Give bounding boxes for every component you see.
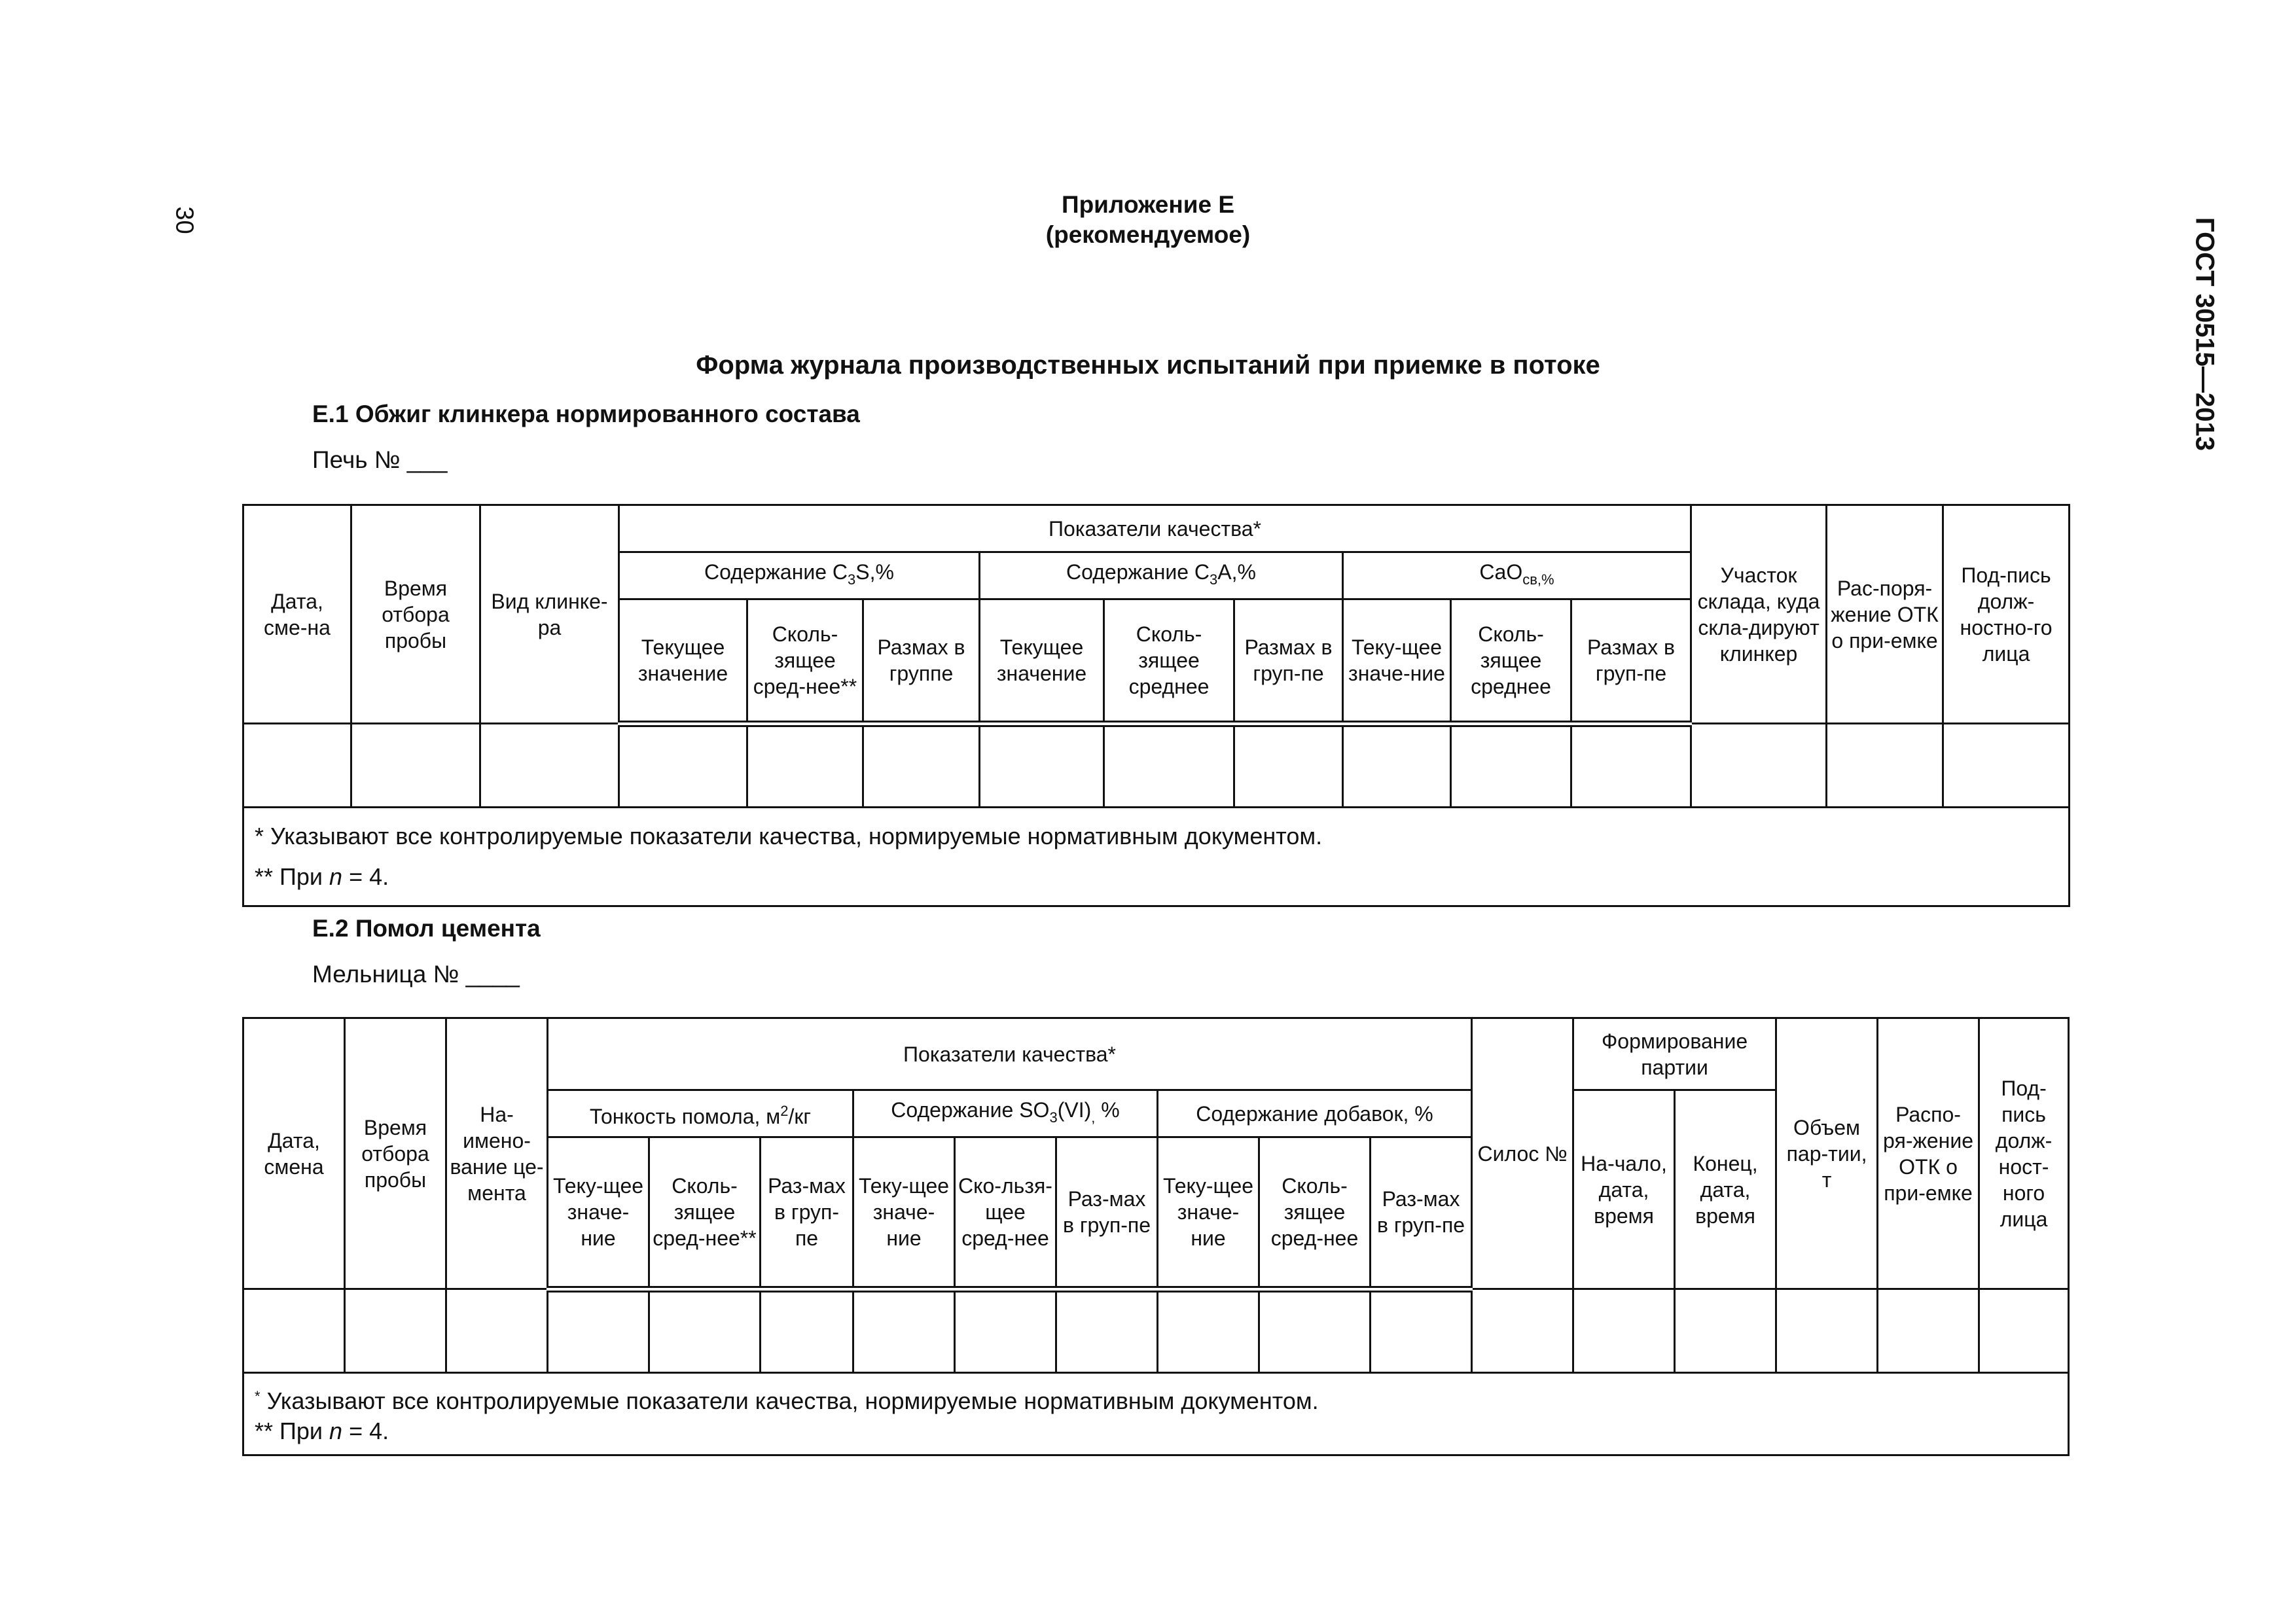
header-batch-start: На-чало, дата, время xyxy=(1573,1090,1675,1289)
empty-cell[interactable] xyxy=(1691,724,1827,808)
header-batch-end: Конец, дата, время xyxy=(1675,1090,1776,1289)
empty-cell[interactable] xyxy=(1573,1289,1675,1373)
empty-cell[interactable] xyxy=(243,1289,345,1373)
header-additives-current: Теку-щее значе-ние xyxy=(1158,1137,1259,1289)
empty-cell[interactable] xyxy=(548,1289,649,1373)
annex-title: Приложение Е xyxy=(1061,191,1235,218)
page-number: 30 xyxy=(170,206,198,234)
empty-cell[interactable] xyxy=(1979,1289,2069,1373)
empty-cell[interactable] xyxy=(955,1289,1056,1373)
header-fineness: Тонкость помола, $м^2/кг$ xyxy=(548,1090,853,1137)
empty-cell[interactable] xyxy=(1878,1289,1979,1373)
header-sampling-time: Время отбора пробы xyxy=(345,1018,446,1289)
empty-cell[interactable] xyxy=(351,724,480,808)
kiln-number-label: Печь № ___ xyxy=(312,446,448,473)
empty-cell[interactable] xyxy=(1827,724,1943,808)
empty-cell[interactable] xyxy=(1472,1289,1573,1373)
empty-cell[interactable] xyxy=(243,724,351,808)
header-so3-current: Теку-щее значе-ние xyxy=(853,1137,955,1289)
empty-cell[interactable] xyxy=(863,724,980,808)
header-c3a-moving-average: Сколь-зящее среднее xyxy=(1104,599,1234,724)
header-date-shift: Дата, смена xyxy=(243,1018,345,1289)
empty-cell[interactable] xyxy=(480,724,619,808)
empty-cell[interactable] xyxy=(1943,724,2070,808)
header-signature: Под-пись долж-ностно-го лица xyxy=(1943,505,2070,724)
empty-cell[interactable] xyxy=(1234,724,1343,808)
annex-subtitle: (рекомендуемое) xyxy=(1045,221,1251,248)
section2-title: Е.2 Помол цемента xyxy=(312,915,541,942)
header-additives-content: Содержание добавок, % xyxy=(1158,1090,1472,1137)
footnote-1: * Указывают все контролируемые показатели качества, нормируемые нормативным документом. xyxy=(255,1387,1319,1414)
empty-cell[interactable] xyxy=(1371,1289,1472,1373)
empty-cell[interactable] xyxy=(619,724,747,808)
header-batch-formation: Формирование партии xyxy=(1573,1018,1776,1090)
empty-cell[interactable] xyxy=(1056,1289,1158,1373)
header-c3a-current: Текущее значение xyxy=(980,599,1104,724)
empty-cell[interactable] xyxy=(446,1289,548,1373)
empty-cell[interactable] xyxy=(1104,724,1234,808)
table-row xyxy=(243,724,2070,808)
header-quality-indicators: Показатели качества* xyxy=(619,505,1691,552)
header-additives-moving-average: Сколь-зящее сред-нее xyxy=(1259,1137,1371,1289)
header-sampling-time: Время отбора пробы xyxy=(351,505,480,724)
cement-grinding-journal-table xyxy=(242,1017,2070,1456)
header-c3s-current: Текущее значение xyxy=(619,599,747,724)
empty-cell[interactable] xyxy=(1259,1289,1371,1373)
header-so3-moving-average: Ско-льзя-щее сред-нее xyxy=(955,1137,1056,1289)
header-fineness-current: Теку-щее значе-ние xyxy=(548,1137,649,1289)
standard-designation: ГОСТ 30515—2013 xyxy=(2190,217,2219,451)
footnote-2: ** При n = 4. xyxy=(255,863,389,890)
empty-cell[interactable] xyxy=(649,1289,761,1373)
header-signature: Под-пись долж-ност-ного лица xyxy=(1979,1018,2069,1289)
header-qc-order: Распо-ря-жение ОТК о при-емке xyxy=(1878,1018,1979,1289)
header-fineness-moving-average: Сколь-зящее сред-нее** xyxy=(649,1137,761,1289)
header-clinker-kind: Вид клинке-ра xyxy=(480,505,619,724)
header-cao-range: Размах в груп-пе xyxy=(1571,599,1691,724)
empty-cell[interactable] xyxy=(1675,1289,1776,1373)
footnote-2: ** При n = 4. xyxy=(255,1418,389,1444)
header-c3s-content: Содержание $C_3S,\%$ xyxy=(619,552,980,599)
empty-cell[interactable] xyxy=(345,1289,446,1373)
header-cao-free: CaO$_{св,\%}$ xyxy=(1343,552,1691,599)
header-silo-number: Силос № xyxy=(1472,1018,1573,1289)
header-so3-range: Раз-мах в груп-пе xyxy=(1056,1137,1158,1289)
empty-cell[interactable] xyxy=(853,1289,955,1373)
form-title: Форма журнала производственных испытаний при приемке в потоке xyxy=(696,351,1600,380)
header-cao-current: Теку-щее значе-ние xyxy=(1343,599,1451,724)
header-cao-moving-average: Сколь-зящее среднее xyxy=(1451,599,1571,724)
header-c3a-content: Содержание $C_3A,\%$ xyxy=(980,552,1343,599)
table-footnotes xyxy=(243,1373,2069,1455)
clinker-journal-table xyxy=(242,504,2070,907)
empty-cell[interactable] xyxy=(1158,1289,1259,1373)
table-row xyxy=(243,1289,2069,1373)
header-additives-range: Раз-мах в груп-пе xyxy=(1371,1137,1472,1289)
footnote-1: * Указывают все контролируемые показатели качества, нормируемые нормативным документом. xyxy=(255,823,1323,849)
header-c3s-moving-average: Сколь-зящее сред-нее** xyxy=(747,599,863,724)
header-qc-order: Рас-поря-жение ОТК о при-емке xyxy=(1827,505,1943,724)
empty-cell[interactable] xyxy=(1343,724,1451,808)
empty-cell[interactable] xyxy=(1776,1289,1878,1373)
header-fineness-range: Раз-мах в груп-пе xyxy=(761,1137,853,1289)
header-c3a-range: Размах в груп-пе xyxy=(1234,599,1343,724)
mill-number-label: Мельница № ____ xyxy=(312,961,520,988)
empty-cell[interactable] xyxy=(761,1289,853,1373)
header-batch-volume: Объем пар-тии, т xyxy=(1776,1018,1878,1289)
header-quality-indicators: Показатели качества* xyxy=(548,1018,1472,1090)
section1-title: Е.1 Обжиг клинкера нормированного состава xyxy=(312,401,860,427)
header-storage-area: Участок склада, куда скла-дируют клинкер xyxy=(1691,505,1827,724)
empty-cell[interactable] xyxy=(980,724,1104,808)
empty-cell[interactable] xyxy=(747,724,863,808)
header-date-shift: Дата, сме-на xyxy=(243,505,351,724)
header-cement-name: На-имено-вание це-мента xyxy=(446,1018,548,1289)
empty-cell[interactable] xyxy=(1451,724,1571,808)
empty-cell[interactable] xyxy=(1571,724,1691,808)
header-so3-content: Содержание $SO_3(VI)_,$ % xyxy=(853,1090,1158,1137)
table-footnotes xyxy=(243,808,2070,906)
header-c3s-range: Размах в группе xyxy=(863,599,980,724)
